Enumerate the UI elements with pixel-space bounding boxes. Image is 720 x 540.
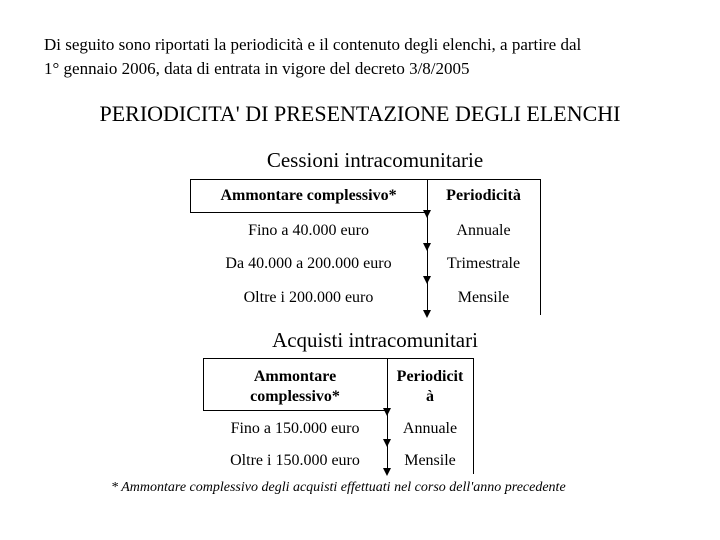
acquisti-right-border (473, 358, 474, 474)
cessioni-arrow-3 (423, 276, 431, 284)
acquisti-header-periodicity-line-1: Periodicit (396, 368, 464, 385)
cessioni-header-underline (190, 212, 426, 213)
cessioni-row-1-periodicity: Annuale (456, 222, 511, 239)
cessioni-right-border (540, 179, 541, 315)
acquisti-header-periodicity (387, 367, 473, 407)
cessioni-header-amount: Ammontare complessivo* (220, 187, 397, 204)
cessioni-arrow-4 (423, 310, 431, 318)
cessioni-title: Cessioni intracomunitarie (266, 148, 484, 172)
footnote: * Ammontare complessivo degli acquisti effettuati nel corso dell'anno precedente (111, 480, 566, 495)
cessioni-row-3-amount: Oltre i 200.000 euro (243, 289, 374, 306)
acquisti-header-amount (203, 367, 387, 407)
cessioni-row-3-periodicity: Mensile (457, 289, 510, 306)
acquisti-row-2-amount: Oltre i 150.000 euro (230, 452, 360, 469)
cessioni-arrow-1 (423, 210, 431, 218)
acquisti-header-amount-line-2: complessivo* (250, 388, 340, 405)
cessioni-row-1-amount: Fino a 40.000 euro (248, 222, 369, 239)
acquisti-top-border (203, 358, 473, 359)
cessioni-row-2-periodicity: Trimestrale (446, 255, 521, 272)
cessioni-top-border (190, 179, 541, 180)
cessioni-arrow-2 (423, 243, 431, 251)
acquisti-row-1-periodicity: Annuale (402, 420, 458, 437)
acquisti-header-underline (203, 410, 386, 411)
acquisti-arrow-2 (383, 439, 391, 447)
acquisti-arrow-1 (383, 408, 391, 416)
acquisti-row-2-periodicity: Mensile (404, 452, 456, 469)
acquisti-header-amount-line-1: Ammontare (253, 368, 337, 385)
intro-line-1: Di seguito sono riportati la periodicità e il contenuto degli elenchi, a partire dal (44, 35, 582, 54)
intro-line-2: 1° gennaio 2006, data di entrata in vigore del decreto 3/8/2005 (44, 59, 470, 78)
acquisti-header-periodicity-line-2: à (426, 388, 434, 405)
acquisti-title: Acquisti intracomunitari (272, 328, 478, 352)
cessioni-header-periodicity: Periodicità (446, 187, 521, 204)
intro-paragraph (44, 33, 694, 81)
main-title: PERIODICITA' DI PRESENTAZIONE DEGLI ELENCHI (99, 101, 621, 126)
cessioni-row-2-amount: Da 40.000 a 200.000 euro (225, 255, 392, 272)
acquisti-row-1-amount: Fino a 150.000 euro (230, 420, 360, 437)
